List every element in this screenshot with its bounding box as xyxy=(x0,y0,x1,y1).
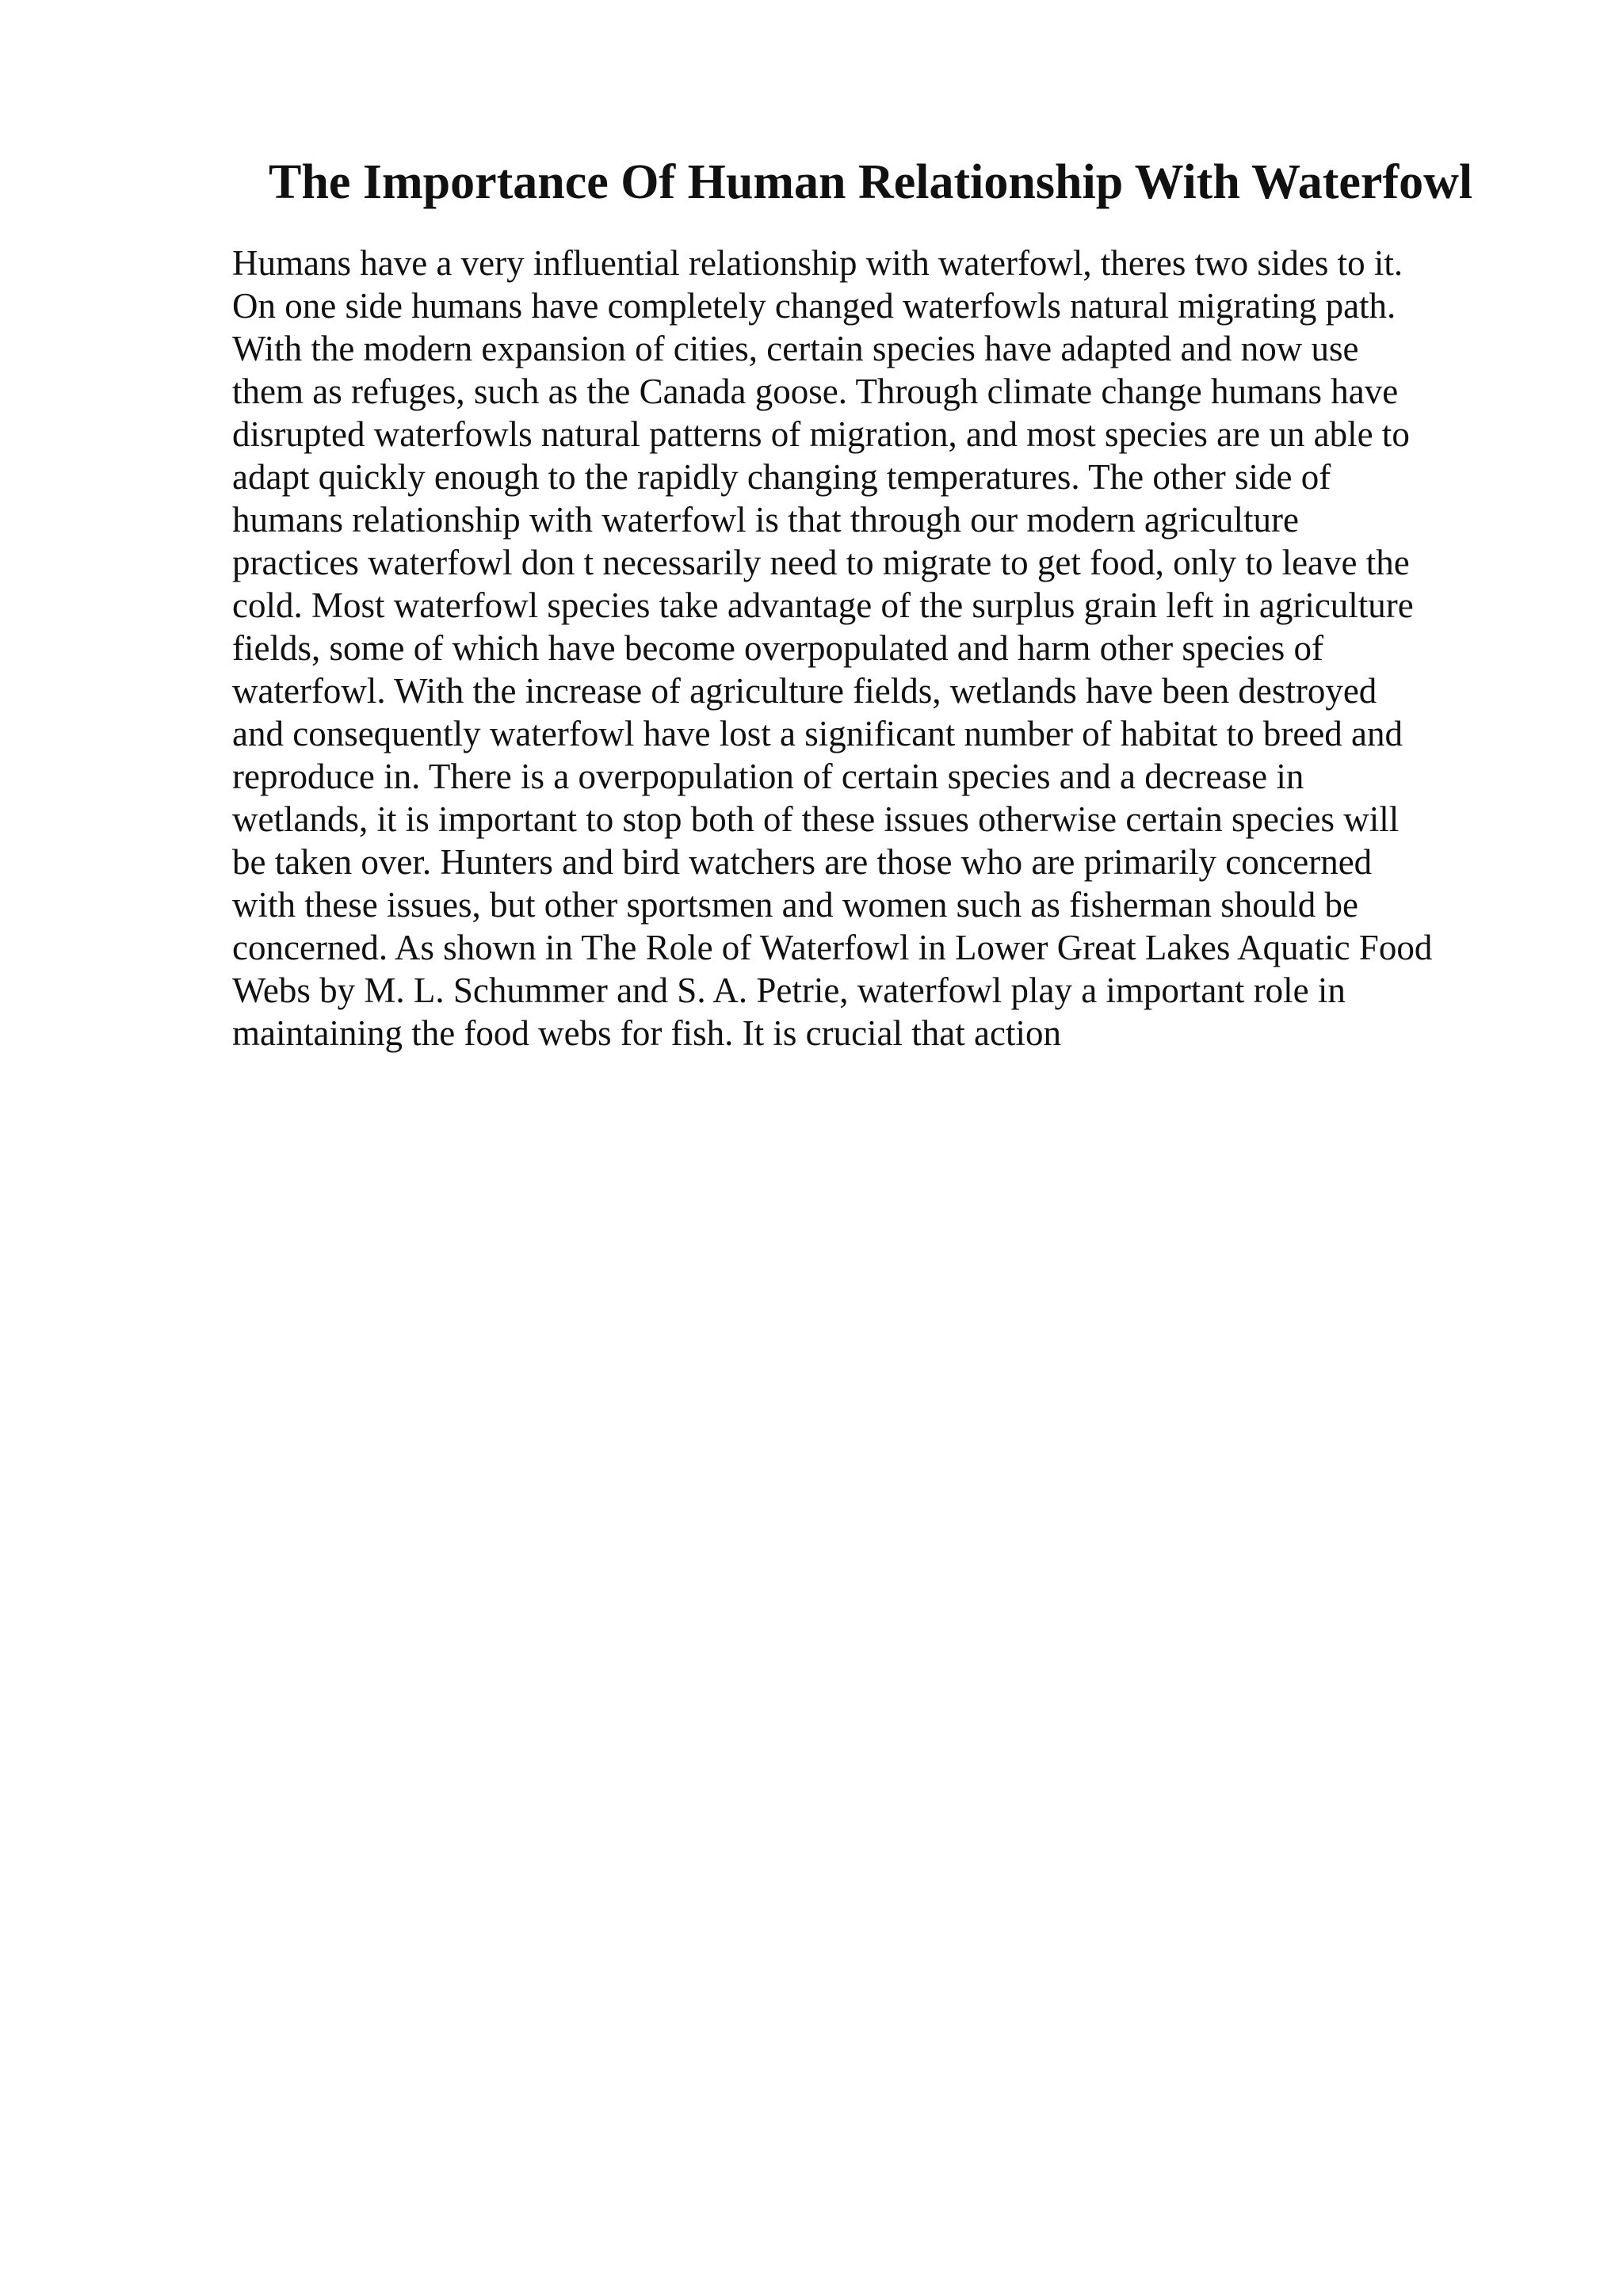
body-line: practices waterfowl don t necessarily need to migrate to get food, only to leave the xyxy=(232,543,1410,582)
body-line: reproduce in. There is a overpopulation of certain species and a decrease in xyxy=(232,757,1304,796)
document-title: The Importance Of Human Relationship With Waterfowl xyxy=(269,155,1473,209)
body-line: be taken over. Hunters and bird watchers are those who are primarily concerned xyxy=(232,842,1373,882)
body-line: them as refuges, such as the Canada goose. Through climate change humans have xyxy=(232,372,1399,411)
body-line: and consequently waterfowl have lost a significant number of habitat to breed and xyxy=(232,714,1403,753)
body-line: maintaining the food webs for fish. It is crucial that action xyxy=(232,1013,1061,1053)
body-line: disrupted waterfowls natural patterns of migration, and most species are un able to xyxy=(232,414,1410,454)
document-body xyxy=(232,242,1532,1055)
body-line: concerned. As shown in The Role of Waterfowl in Lower Great Lakes Aquatic Food xyxy=(232,928,1433,967)
body-line: wetlands, it is important to stop both of these issues otherwise certain species will xyxy=(232,799,1400,839)
body-line: cold. Most waterfowl species take advantage of the surplus grain left in agriculture xyxy=(232,585,1414,625)
body-line: with these issues, but other sportsmen and women such as fisherman should be xyxy=(232,885,1359,925)
body-line: On one side humans have completely changed waterfowls natural migrating path. xyxy=(232,286,1396,326)
body-line: Humans have a very influential relationship with waterfowl, theres two sides to it. xyxy=(232,243,1403,283)
body-line: waterfowl. With the increase of agriculture fields, wetlands have been destroyed xyxy=(232,671,1377,711)
body-line: fields, some of which have become overpopulated and harm other species of xyxy=(232,628,1324,668)
body-line: adapt quickly enough to the rapidly changing temperatures. The other side of xyxy=(232,457,1331,497)
body-line: Webs by M. L. Schummer and S. A. Petrie, waterfowl play a important role in xyxy=(232,971,1346,1010)
body-line: With the modern expansion of cities, certain species have adapted and now use xyxy=(232,329,1359,368)
body-line: humans relationship with waterfowl is that through our modern agriculture xyxy=(232,500,1299,540)
